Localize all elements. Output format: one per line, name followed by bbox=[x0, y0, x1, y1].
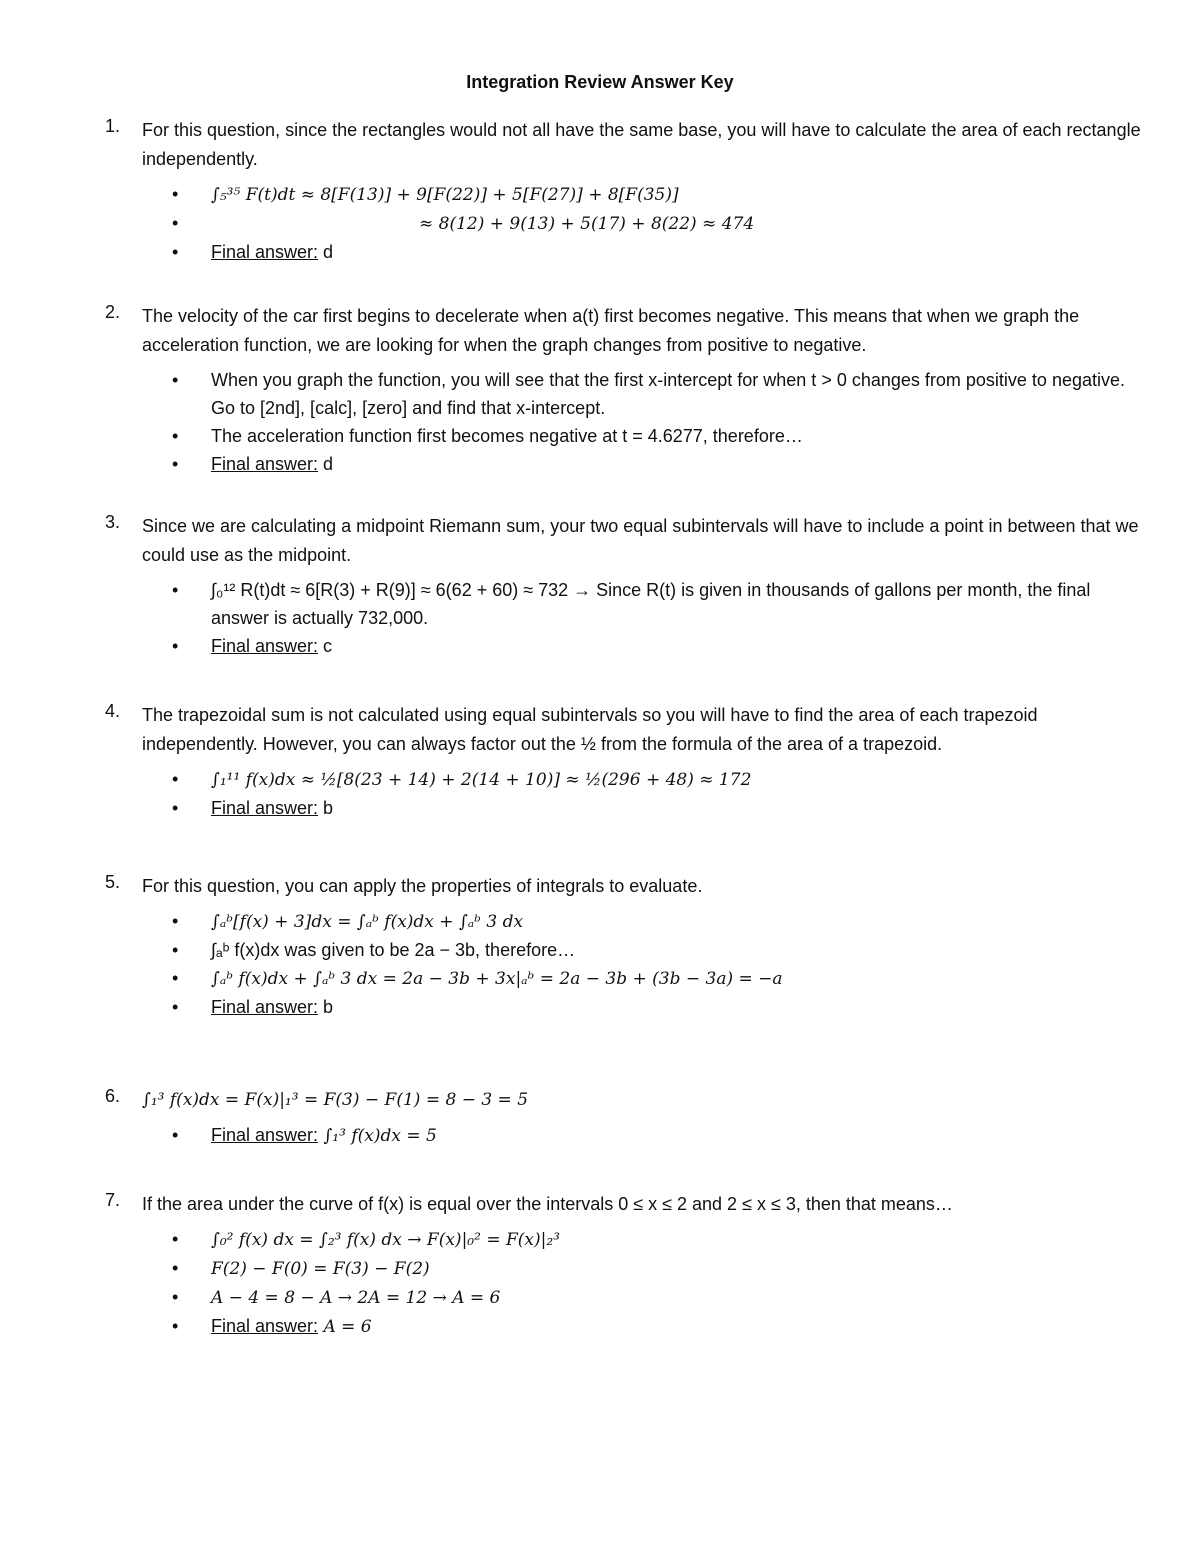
list-item bbox=[105, 1225, 1145, 1254]
bullet-list bbox=[105, 765, 1145, 822]
list-item bbox=[105, 450, 1145, 478]
math-expression: ∫ₐᵇ[f(x) + 3]dx = ∫ₐᵇ f(x)dx + ∫ₐᵇ 3 dx bbox=[211, 912, 524, 932]
question-6 bbox=[105, 1086, 1145, 1150]
bullet-text: When you graph the function, you will see that the first x-intercept for when t > 0 changes from positive to negative. Go to [2nd], [calc], [zero] and find that x-intercept. bbox=[211, 370, 1125, 418]
question-text: The velocity of the car first begins to decelerate when a(t) first becomes negative. This means that when we graph the acceleration function, we are looking for when the graph changes from positive to negative. bbox=[142, 306, 1080, 355]
question-7 bbox=[105, 1190, 1145, 1341]
question-text: If the area under the curve of f(x) is equal over the intervals 0 ≤ x ≤ 2 and 2 ≤ x ≤ 3, then that means… bbox=[142, 1194, 953, 1214]
list-item bbox=[105, 794, 1145, 822]
math-expression: ≈ 8(12) + 9(13) + 5(17) + 8(22) ≈ 474 bbox=[419, 214, 755, 234]
list-item bbox=[105, 907, 1145, 936]
question-text: Since we are calculating a midpoint Riemann sum, your two equal subintervals will have to include a point in between that we could use as the midpoint. bbox=[142, 516, 1139, 565]
list-item bbox=[105, 1254, 1145, 1283]
list-item bbox=[105, 209, 1145, 238]
question-text: For this question, since the rectangles would not all have the same base, you will have to calculate the area of each rectangle independently. bbox=[142, 120, 1141, 169]
list-item bbox=[105, 1283, 1145, 1312]
final-answer-label: Final answer: bbox=[211, 1125, 319, 1145]
final-answer-label: Final answer: bbox=[211, 242, 319, 262]
question-2 bbox=[105, 302, 1145, 478]
list-item bbox=[105, 765, 1145, 794]
bullet-text: ∫ₐᵇ f(x)dx was given to be 2a − 3b, therefore… bbox=[211, 940, 576, 960]
final-answer-value: b bbox=[318, 997, 334, 1017]
final-answer-value: ∫₁³ f(x)dx = 5 bbox=[318, 1126, 437, 1146]
question-text: The trapezoidal sum is not calculated using equal subintervals so you will have to find the area of each trapezoid independently. However, you can always factor out the ½ from the formula of the area of a trapezoid. bbox=[142, 705, 1038, 754]
bullet-list bbox=[105, 576, 1145, 660]
list-item bbox=[105, 366, 1145, 422]
final-answer-label: Final answer: bbox=[211, 1316, 319, 1336]
bullet-text: ∫₀¹² R(t)dt ≈ 6[R(3) + R(9)] ≈ 6(62 + 60) ≈ 732 → Since R(t) is given in thousands of gallons per month, the final answer is actually 732,000. bbox=[211, 580, 1091, 628]
math-expression: A − 4 = 8 − A → 2A = 12 → A = 6 bbox=[211, 1288, 501, 1308]
question-1 bbox=[105, 116, 1145, 266]
question-5 bbox=[105, 872, 1145, 1021]
bullet-list bbox=[105, 1121, 1145, 1150]
math-expression: ∫₀² f(x) dx = ∫₂³ f(x) dx → F(x)|₀² = F(x)|₂³ bbox=[211, 1230, 560, 1250]
bullet-text: The acceleration function first becomes negative at t = 4.6277, therefore… bbox=[211, 426, 803, 446]
question-number: 5. bbox=[105, 872, 121, 892]
list-item bbox=[105, 993, 1145, 1021]
bullet-list bbox=[105, 366, 1145, 478]
list-item bbox=[105, 576, 1145, 632]
question-3 bbox=[105, 512, 1145, 660]
bullet-list bbox=[105, 180, 1145, 266]
question-4 bbox=[105, 701, 1145, 822]
page-title: Integration Review Answer Key bbox=[466, 72, 734, 92]
question-number: 4. bbox=[105, 701, 121, 721]
question-number: 7. bbox=[105, 1190, 121, 1210]
final-answer-value: b bbox=[318, 798, 334, 818]
question-number: 1. bbox=[105, 116, 121, 136]
math-expression: ∫₁¹¹ f(x)dx ≈ ½[8(23 + 14) + 2(14 + 10)] ≈ ½(296 + 48) ≈ 172 bbox=[211, 770, 752, 790]
question-number: 3. bbox=[105, 512, 121, 532]
list-item bbox=[105, 1121, 1145, 1150]
final-answer-label: Final answer: bbox=[211, 997, 319, 1017]
final-answer-value: c bbox=[318, 636, 333, 656]
final-answer-value: d bbox=[318, 454, 334, 474]
final-answer-value: A = 6 bbox=[318, 1317, 372, 1337]
list-item bbox=[105, 1312, 1145, 1341]
list-item bbox=[105, 964, 1145, 993]
question-number: 6. bbox=[105, 1086, 121, 1106]
bullet-list bbox=[105, 907, 1145, 1021]
list-item bbox=[105, 936, 1145, 964]
math-expression: ∫ₐᵇ f(x)dx + ∫ₐᵇ 3 dx = 2a − 3b + 3x|ₐᵇ = 2a − 3b + (3b − 3a) = −a bbox=[211, 969, 783, 989]
bullet-list bbox=[105, 1225, 1145, 1341]
final-answer-label: Final answer: bbox=[211, 636, 319, 656]
question-text: ∫₁³ f(x)dx = F(x)|₁³ = F(3) − F(1) = 8 − 3 = 5 bbox=[142, 1090, 529, 1110]
final-answer-value: d bbox=[318, 242, 334, 262]
question-number: 2. bbox=[105, 302, 121, 322]
list-item bbox=[105, 422, 1145, 450]
list-item bbox=[105, 632, 1145, 660]
final-answer-label: Final answer: bbox=[211, 798, 319, 818]
math-expression: F(2) − F(0) = F(3) − F(2) bbox=[211, 1259, 430, 1279]
list-item bbox=[105, 180, 1145, 209]
question-text: For this question, you can apply the properties of integrals to evaluate. bbox=[142, 876, 703, 896]
math-expression: ∫₅³⁵ F(t)dt ≈ 8[F(13)] + 9[F(22)] + 5[F(27)] + 8[F(35)] bbox=[211, 185, 679, 205]
final-answer-label: Final answer: bbox=[211, 454, 319, 474]
list-item bbox=[105, 238, 1145, 266]
